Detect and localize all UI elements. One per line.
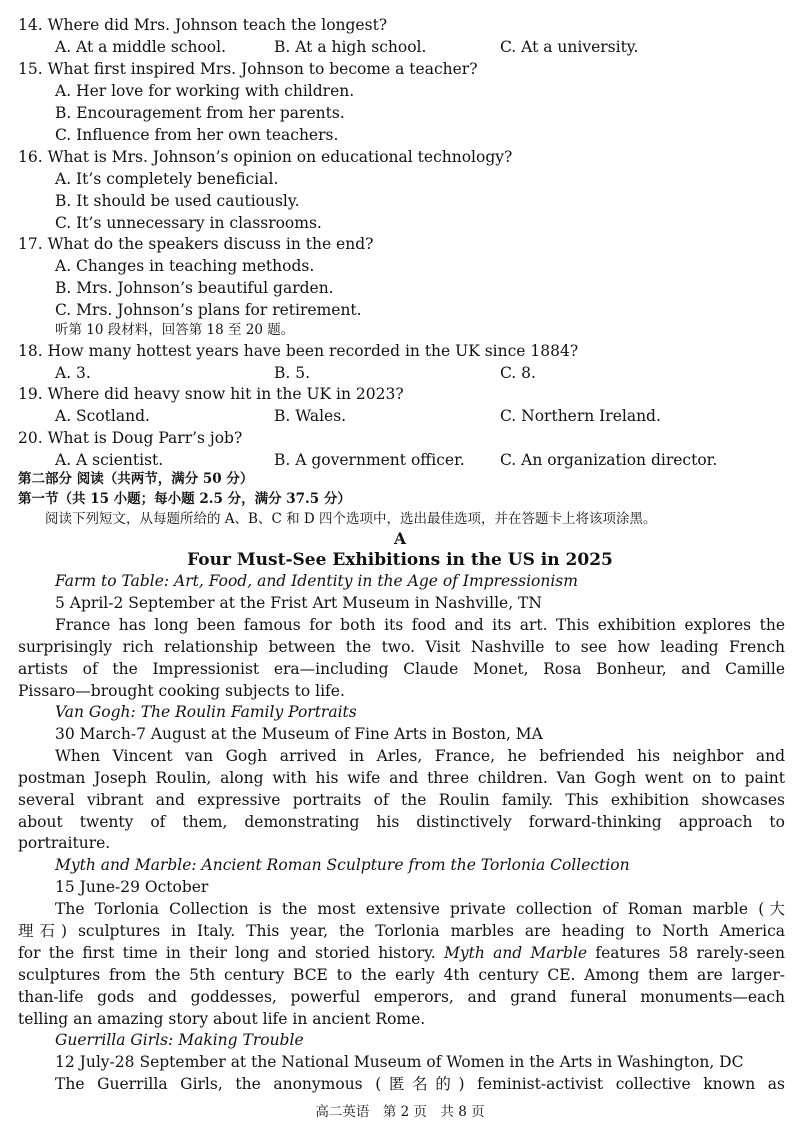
exhibition-2-text-line: several vibrant and expressive portraits of the Roulin family. This exhibition showcases: [18, 791, 785, 809]
question-16-option-b: B. It should be used cautiously.: [55, 192, 300, 210]
question-18-option-a: A. 3.: [55, 364, 91, 382]
passage-letter: A: [393, 529, 407, 548]
exhibition-4-text-line: The Guerrilla Girls, the anonymous (匿名的) feminist-activist collective known as: [55, 1075, 785, 1093]
exhibition-3-text-line: The Torlonia Collection is the most extensive private collection of Roman marble (大: [55, 900, 785, 918]
question-19-option-c: C. Northern Ireland.: [500, 407, 661, 425]
exhibition-2-text-line: about twenty of them, demonstrating his distinctively forward-thinking approach to: [18, 813, 785, 831]
question-14-option-b: B. At a high school.: [274, 38, 427, 56]
exhibition-4-info: 12 July-28 September at the National Museum of Women in the Arts in Washington, DC: [55, 1053, 744, 1071]
question-14-option-a: A. At a middle school.: [55, 38, 227, 56]
question-15-option-a: A. Her love for working with children.: [55, 82, 355, 100]
exhibition-2-text-line: postman Joseph Roulin, along with his wife and three children. Van Gogh went on to paint: [18, 769, 785, 787]
exhibition-3-text-line: 理石) sculptures in Italy. This year, the Torlonia marbles are heading to North America: [18, 922, 785, 940]
exhibition-2-text-line: portraiture.: [18, 834, 111, 852]
question-19-option-b: B. Wales.: [274, 407, 347, 425]
exhibition-1-text-line: artists of the Impressionist era—including Claude Monet, Rosa Bonheur, and Camille: [18, 660, 785, 678]
exhibition-3-text-line: telling an amazing story about life in ancient Rome.: [18, 1010, 426, 1028]
question-15-option-c: C. Influence from her own teachers.: [55, 126, 339, 144]
exhibition-2-text-line: When Vincent van Gogh arrived in Arles, France, he befriended his neighbor and: [55, 747, 785, 765]
part-two-heading: 第二部分 阅读（共两节，满分 50 分）: [18, 471, 254, 487]
question-20-option-b: B. A government officer.: [274, 451, 465, 469]
exhibition-1-title: Farm to Table: Art, Food, and Identity in the Age of Impressionism: [55, 572, 578, 590]
question-17-option-a: A. Changes in teaching methods.: [55, 257, 315, 275]
exhibition-1-info: 5 April-2 September at the Frist Art Museum in Nashville, TN: [55, 594, 542, 612]
question-16-stem: 16. What is Mrs. Johnson’s opinion on educational technology?: [18, 148, 513, 166]
exhibition-1-text-line: France has long been famous for both its food and its art. This exhibition explores the: [55, 616, 785, 634]
question-17-option-b: B. Mrs. Johnson’s beautiful garden.: [55, 279, 334, 297]
question-19-stem: 19. Where did heavy snow hit in the UK in 2023?: [18, 385, 404, 403]
question-19-option-a: A. Scotland.: [55, 407, 150, 425]
exhibition-1-text-line: surprisingly rich relationship between the two. Visit Nashville to see how leading French: [18, 638, 785, 656]
question-18-option-c: C. 8.: [500, 364, 536, 382]
exhibition-3-text-line: than-life gods and goddesses, powerful emperors, and grand funeral monuments—each: [18, 988, 785, 1006]
exhibition-4-title: Guerrilla Girls: Making Trouble: [55, 1031, 304, 1049]
question-18-option-b: B. 5.: [274, 364, 311, 382]
question-14-option-c: C. At a university.: [500, 38, 639, 56]
question-20-option-a: A. A scientist.: [55, 451, 164, 469]
exhibition-3-info: 15 June-29 October: [55, 878, 209, 896]
section-one-heading: 第一节（共 15 小题；每小题 2.5 分，满分 37.5 分）: [18, 491, 351, 507]
question-20-stem: 20. What is Doug Parr’s job?: [18, 429, 243, 447]
question-17-option-c: C. Mrs. Johnson’s plans for retirement.: [55, 301, 362, 319]
question-17-stem: 17. What do the speakers discuss in the end?: [18, 235, 374, 253]
question-15-stem: 15. What first inspired Mrs. Johnson to become a teacher?: [18, 60, 478, 78]
exhibition-2-info: 30 March-7 August at the Museum of Fine Arts in Boston, MA: [55, 725, 543, 743]
reading-instructions: 阅读下列短文，从每题所给的 A、B、C 和 D 四个选项中，选出最佳选项，并在答题卡上将该项涂黑。: [45, 511, 657, 527]
question-16-option-c: C. It’s unnecessary in classrooms.: [55, 214, 322, 232]
question-16-option-a: A. It’s completely beneficial.: [55, 170, 279, 188]
question-18-stem: 18. How many hottest years have been recorded in the UK since 1884?: [18, 342, 579, 360]
passage-title: Four Must-See Exhibitions in the US in 2025: [187, 550, 613, 570]
question-15-option-b: B. Encouragement from her parents.: [55, 104, 345, 122]
question-20-option-c: C. An organization director.: [500, 451, 718, 469]
exhibition-3-text-line: for the first time in their long and storied history. Myth and Marble features 58 rarely-seen: [18, 944, 785, 962]
question-14-stem: 14. Where did Mrs. Johnson teach the longest?: [18, 16, 388, 34]
page-footer: 高二英语 第 2 页 共 8 页: [315, 1104, 485, 1120]
exhibition-2-title: Van Gogh: The Roulin Family Portraits: [55, 703, 357, 721]
exhibition-1-text-line: Pissaro—brought cooking subjects to life.: [18, 682, 345, 700]
exhibition-3-text-line: sculptures from the 5th century BCE to the early 4th century CE. Among them are larger-: [18, 966, 785, 984]
listening-note: 听第 10 段材料，回答第 18 至 20 题。: [55, 322, 295, 338]
exhibition-3-title: Myth and Marble: Ancient Roman Sculpture from the Torlonia Collection: [55, 856, 630, 874]
